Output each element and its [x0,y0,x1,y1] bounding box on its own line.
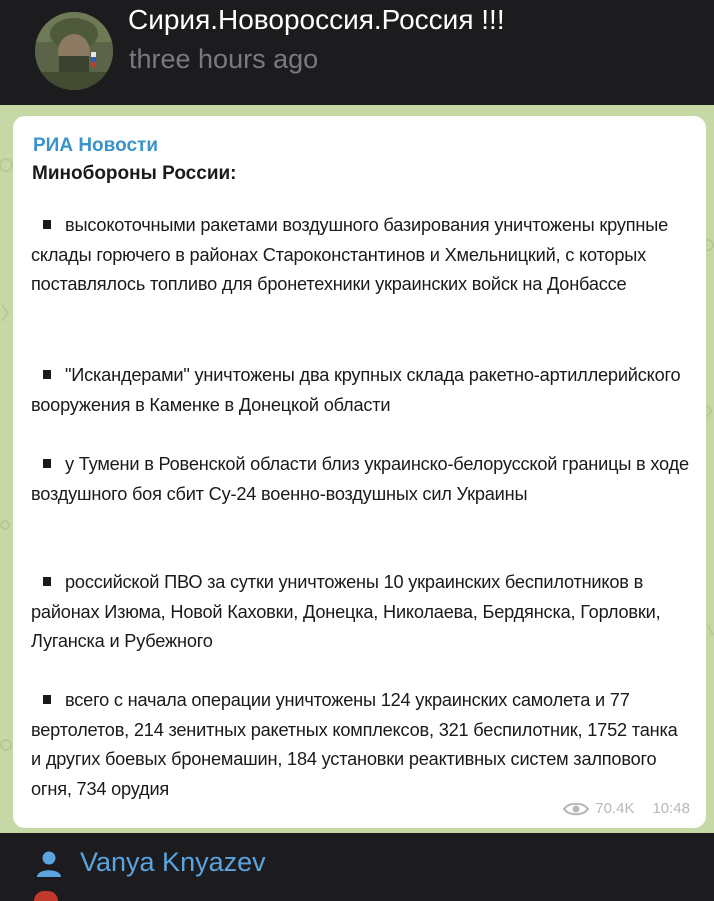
post-header [0,0,714,105]
card-meta [563,800,690,817]
post-image[interactable] [0,105,714,833]
news-item [31,361,691,420]
news-card [13,116,706,828]
eye-icon [563,801,589,817]
news-item-text: "Искандерами" уничтожены два крупных склада ракетно-артиллерийского вооружения в Каменке в Донецкой области [31,365,681,415]
news-item-text: у Тумени в Ровенской области близ украинско-белорусской границы в ходе воздушного боя сбит Су-24 военно-воздушных сил Украины [31,454,689,504]
user-icon [36,850,62,878]
next-comment-avatar [34,891,58,901]
news-item-text: российской ПВО за сутки уничтожены 10 украинских беспилотников в районах Изюма, Новой Каховки, Донецка, Николаева, Бердянска, Горловки, Луганска и Рубежного [31,572,661,651]
news-item [31,568,691,657]
bullet-icon [43,577,51,586]
news-item [31,450,691,509]
bullet-icon [43,370,51,379]
post-timestamp: three hours ago [129,44,319,74]
comment-author[interactable]: Vanya Knyazev [80,847,266,877]
news-item [31,211,691,300]
news-item-text: всего с начала операции уничтожены 124 украинских самолета и 77 вертолетов, 214 зенитных ракетных комплексов, 321 беспилотник, 1752 танка и других боевых бронемашин, 184 установки реактивных систем залпового огня, 734 орудия [31,690,678,799]
news-item [31,686,691,804]
soldier-avatar-icon [35,12,113,90]
bullet-icon [43,459,51,468]
news-subtitle: Минобороны России: [32,163,237,184]
card-time: 10:48 [652,800,690,817]
channel-title[interactable]: Сирия.Новороссия.Россия !!! [128,4,505,35]
view-count: 70.4K [595,800,635,817]
comment-row [0,833,714,896]
news-item-text: высокоточными ракетами воздушного базирования уничтожены крупные склады горючего в районах Староконстантинов и Хмельницкий, с которых поставлялось топливо для бронетехники украинских войск на Донбассе [31,215,669,294]
bullet-icon [43,220,51,229]
channel-avatar[interactable] [35,12,113,90]
bullet-icon [43,695,51,704]
news-source[interactable]: РИА Новости [33,135,158,156]
